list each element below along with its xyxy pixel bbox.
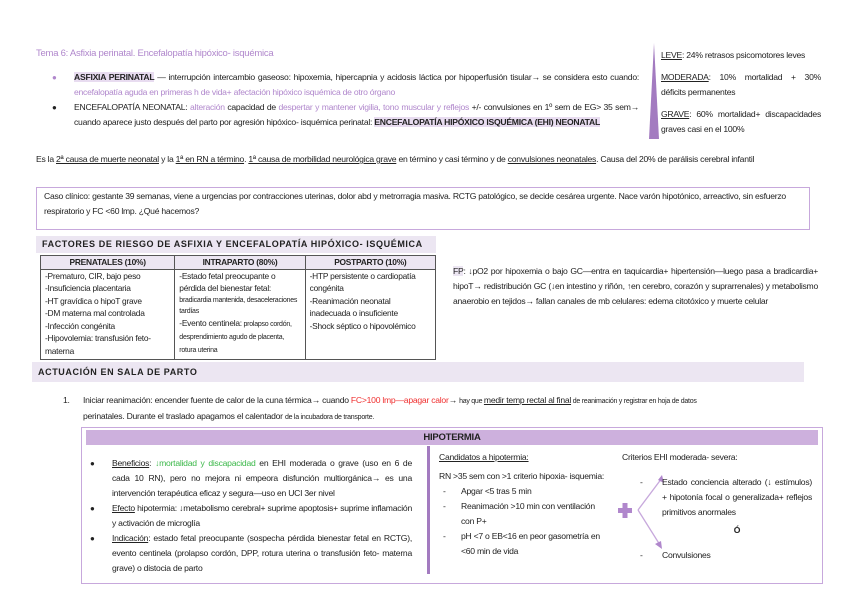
hipotermia-title: HIPOTERMIA xyxy=(86,430,818,445)
prenatal-cell: -Prematuro, CIR, bajo peso -Insuficiencia placentaria -HT gravídica o hipoT grave -DM materna mal controlada -Infección congénita -Hipovolemia: transfusión feto- materna xyxy=(41,269,175,359)
page-title: Tema 6: Asfixia perinatal. Encefalopatía hipóxico- isquémica xyxy=(36,48,274,59)
clinical-case-box: Caso clínico: gestante 39 semanas, viene a urgencias por contracciones uterinas, dolor abd y metrorragia masiva. RCTG patológico, se decide cesárea urgente. Nace varón hipotónico, arreactivo, sin esfuerzo respiratorio y FC <60 lmp. ¿Qué hacemos? xyxy=(36,187,810,230)
header-intraparto: INTRAPARTO (80%) xyxy=(175,256,305,270)
header-prenatales: PRENATALES (10%) xyxy=(41,256,175,270)
cause-paragraph: Es la 2ª causa de muerte neonatal y la 1ª en RN a término. 1ª causa de morbilidad neurológica grave en término y casi término y de convulsiones neonatales. Causa del 20% de parálisis cerebral infantil xyxy=(36,154,755,164)
fisiopatologia: FP: ↓pO2 por hipoxemia o bajo GC—entra en taquicardia+ hipertensión—luego pasa a bradicardia+ hipoT→ redistribución GC (↓en intestino y riñón, ↑en cerebro, corazón y suprarrenales) y metabolismo anaerobio en tejidos→ fallan canales de mb celulares: edema citotóxico y muerte celular xyxy=(453,266,818,306)
divider xyxy=(427,446,430,574)
bullet-icon: ● xyxy=(52,103,57,112)
severity-leve: LEVE: 24% retrasos psicomotores leves xyxy=(661,50,806,60)
severity-list xyxy=(661,48,821,137)
bullet-icon: ● xyxy=(90,504,95,513)
bullet-encefalopatia: ● ENCEFALOPATÍA NEONATAL: alteración capacidad de despertar y mantener vigilia, tono muscular y reflejos +/- convulsiones en 1º sem de EG> 35 sem→ cuando aparece justo después del parto por agresión hipóxico- isquémica perinatal: ENCEFALOPATÍA HIPÓXICO ISQUÉMICA (EHI) NEONATAL xyxy=(52,102,639,127)
severity-triangle-icon xyxy=(648,43,660,139)
hipotermia-box xyxy=(81,427,823,584)
cand-list: - Apgar <5 tras 5 min - Reanimación >10 min con ventilación con P+ - pH <7 o EB<16 en peor gasometría en <60 min de vida xyxy=(443,486,600,556)
criterios: Criterios EHI moderada- severa: - Estado conciencia alterado (↓ estímulos) + hipotonía focal o generalizada+ reflejos primitivos anormales Ó - Convulsiones xyxy=(622,452,812,560)
risk-table xyxy=(40,255,436,360)
intraparto-cell: -Estado fetal preocupante o pérdida del bienestar fetal: bradicardia mantenida, desaceleraciones tardías -Evento centinela: prolapso cordón, desprendimiento agudo de placenta, rotura uterina xyxy=(175,269,305,359)
hipotermia-bullets xyxy=(90,456,412,576)
indicacion-item: ● Indicación: estado fetal preocupante (sospecha pérdida bienestar fetal en RCTG), evento centinela (prolapso cordón, DPP, rotura uterina o transfusión feto- materna grave) o distocia de parto xyxy=(90,533,412,573)
bullet-asfixia: ● ASFIXIA PERINATAL — interrupción intercambio gaseoso: hipoxemia, hipercapnia y acidosis láctica por hipoperfusión tisular→ se considera esto cuando: encefalopatía aguda en primeras h de vida+ afectación hipóxico isquémica de otro órgano xyxy=(52,72,639,97)
header-postparto: POSTPARTO (10%) xyxy=(305,256,435,270)
actuacion-step-1: 1. Iniciar reanimación: encender fuente de calor de la cuna térmica→ cuando FC>100 lmp—apagar calor→ hay que medir temp rectal al final de reanimación y registrar en hoja de datos perinatales. Durante el traslado apagamos el calentador de la incubadora de transporte. xyxy=(63,395,697,421)
beneficios-item: ● Beneficios: ↓mortalidad y discapacidad en EHI moderada o grave (uso en 6 de cada 10 RN), pero no mejora ni empeora disfunción multiorgánica→ es una intervención terapéutica eficaz y segura—uso en UCI 3er nivel xyxy=(90,458,412,498)
bullet-icon: ● xyxy=(90,459,95,468)
postparto-cell: -HTP persistente o cardiopatía congénita -Reanimación neonatal inadecuada o insuficiente -Shock séptico o hipovolémico xyxy=(305,269,435,359)
risk-title: FACTORES DE RIESGO DE ASFIXIA Y ENCEFALOPATÍA HIPÓXICO- ISQUÉMICA xyxy=(36,236,436,253)
actuacion-title: ACTUACIÓN EN SALA DE PARTO xyxy=(32,362,804,382)
efecto-item: ● Efecto hipotermia: ↓metabolismo cerebral+ suprime apoptosis+ suprime inflamación y activación de microglía xyxy=(90,503,412,528)
candidatos: Candidatos a hipotermia: RN >35 sem con >1 criterio hipoxia- isquemia: - Apgar <5 tras 5 min - Reanimación >10 min con ventilación con P+ - pH <7 o EB<16 en peor gasometría en <60 min de vida xyxy=(439,450,609,559)
bullet-icon: ● xyxy=(90,534,95,543)
severity-moderada: MODERADA: 10% mortalidad + 30% déficits permanentes xyxy=(661,72,821,97)
bullet-icon: ● xyxy=(52,73,57,82)
severity-grave: GRAVE: 60% mortalidad+ discapacidades graves casi en el 100% xyxy=(661,109,821,134)
